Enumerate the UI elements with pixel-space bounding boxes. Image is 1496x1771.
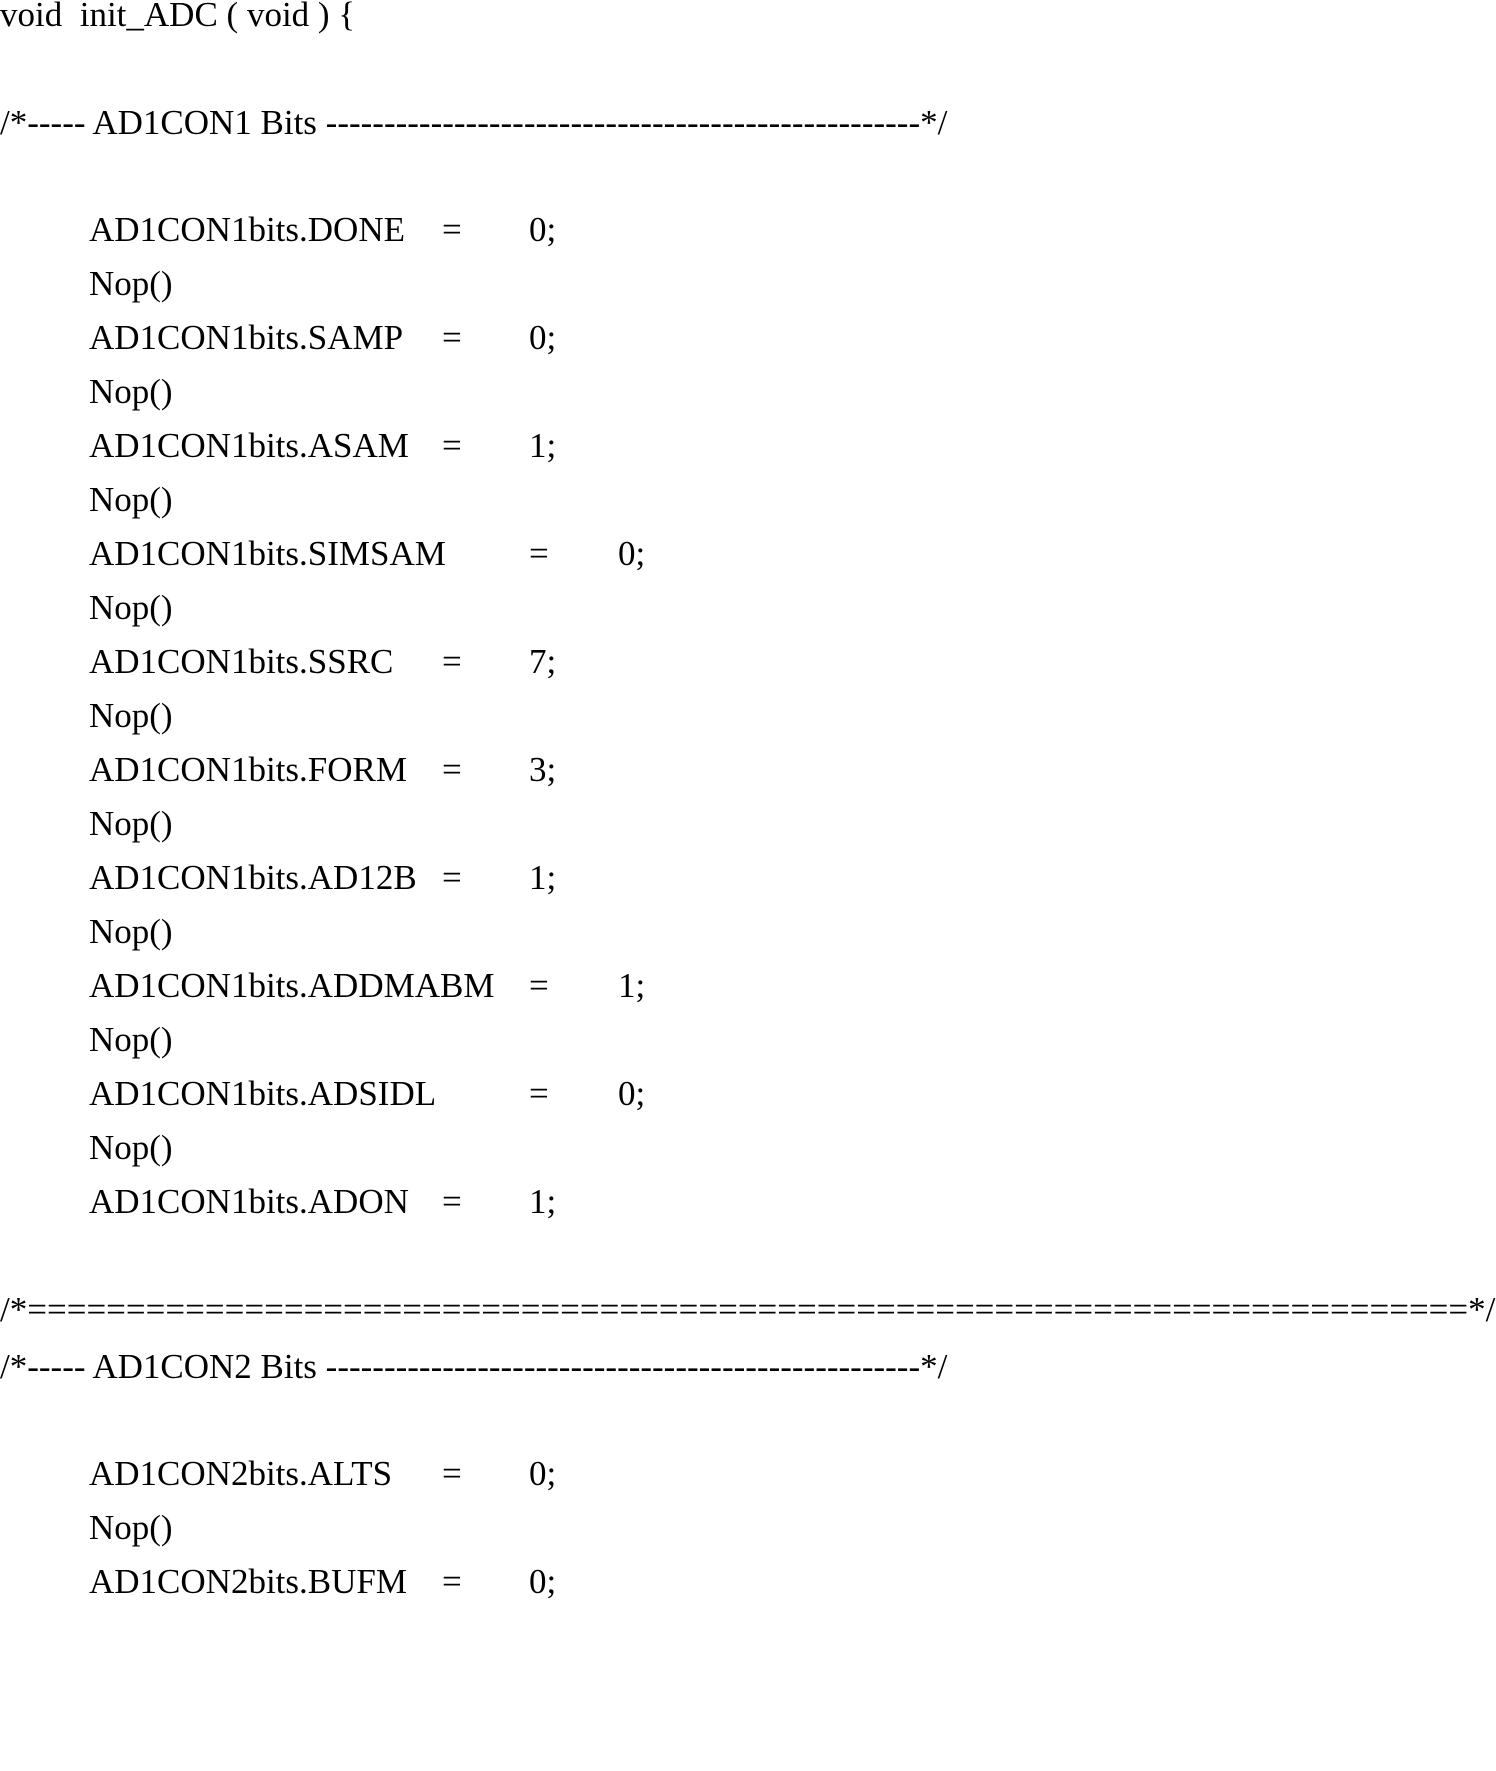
register-field: AD1CON1bits.ADSIDL xyxy=(89,1074,437,1113)
register-field: AD1CON1bits.FORM xyxy=(89,750,407,789)
assign-value: 1; xyxy=(529,426,557,465)
register-field: AD1CON1bits.SAMP xyxy=(89,318,404,357)
code-line-asam xyxy=(89,419,557,473)
assign-value: 1; xyxy=(529,1182,557,1221)
register-field: AD1CON1bits.DONE xyxy=(89,210,405,249)
code-line-alts xyxy=(89,1447,557,1501)
code-line-samp xyxy=(89,311,557,365)
register-field: AD1CON1bits.ASAM xyxy=(89,426,409,465)
nop-line: Nop() xyxy=(89,804,173,843)
assign-operator: = xyxy=(442,1454,462,1493)
nop-line: Nop() xyxy=(89,372,173,411)
register-field: AD1CON1bits.SSRC xyxy=(89,642,394,681)
assign-operator: = xyxy=(442,642,462,681)
assign-operator: = xyxy=(442,318,462,357)
assign-value: 0; xyxy=(618,534,646,573)
code-line-form xyxy=(89,743,557,797)
register-field: AD1CON2bits.ALTS xyxy=(89,1454,393,1493)
nop-line: Nop() xyxy=(89,588,173,627)
ad1con2-comment: /*----- AD1CON2 Bits ---------------------------------------------------*/ xyxy=(0,1347,948,1386)
nop-line: Nop() xyxy=(89,1128,173,1167)
code-line-simsam xyxy=(89,527,646,581)
register-field: AD1CON1bits.SIMSAM xyxy=(89,534,446,573)
assign-operator: = xyxy=(529,966,549,1005)
register-field: AD1CON2bits.BUFM xyxy=(89,1562,407,1601)
assign-operator: = xyxy=(529,1074,549,1113)
assign-operator: = xyxy=(442,210,462,249)
ad1con1-comment: /*----- AD1CON1 Bits ---------------------------------------------------*/ xyxy=(0,103,948,142)
code-line-bufm xyxy=(89,1555,557,1609)
assign-operator: = xyxy=(442,858,462,897)
register-field: AD1CON1bits.ADON xyxy=(89,1182,409,1221)
assign-value: 7; xyxy=(529,642,557,681)
assign-value: 0; xyxy=(529,1454,557,1493)
nop-line: Nop() xyxy=(89,696,173,735)
nop-line: Nop() xyxy=(89,264,173,303)
assign-value: 0; xyxy=(529,210,557,249)
assign-operator: = xyxy=(442,750,462,789)
code-line-addmabm xyxy=(89,959,646,1013)
register-field: AD1CON1bits.ADDMABM xyxy=(89,966,495,1005)
assign-operator: = xyxy=(442,1562,462,1601)
nop-line: Nop() xyxy=(89,1020,173,1059)
assign-value: 1; xyxy=(618,966,646,1005)
code-line-adon xyxy=(89,1175,557,1229)
nop-line: Nop() xyxy=(89,912,173,951)
function-header: void init_ADC ( void ) { xyxy=(0,0,356,34)
nop-line: Nop() xyxy=(89,1508,173,1547)
code-line-ssrc xyxy=(89,635,557,689)
assign-value: 3; xyxy=(529,750,557,789)
assign-operator: = xyxy=(529,534,549,573)
assign-value: 0; xyxy=(618,1074,646,1113)
code-line-ad12b xyxy=(89,851,557,905)
separator-comment: /*=========================================================================*/ xyxy=(0,1290,1496,1329)
code-line-adsidl xyxy=(89,1067,646,1121)
assign-operator: = xyxy=(442,1182,462,1221)
nop-line: Nop() xyxy=(89,480,173,519)
assign-value: 0; xyxy=(529,1562,557,1601)
code-line-done xyxy=(89,203,557,257)
register-field: AD1CON1bits.AD12B xyxy=(89,858,417,897)
assign-operator: = xyxy=(442,426,462,465)
assign-value: 0; xyxy=(529,318,557,357)
assign-value: 1; xyxy=(529,858,557,897)
